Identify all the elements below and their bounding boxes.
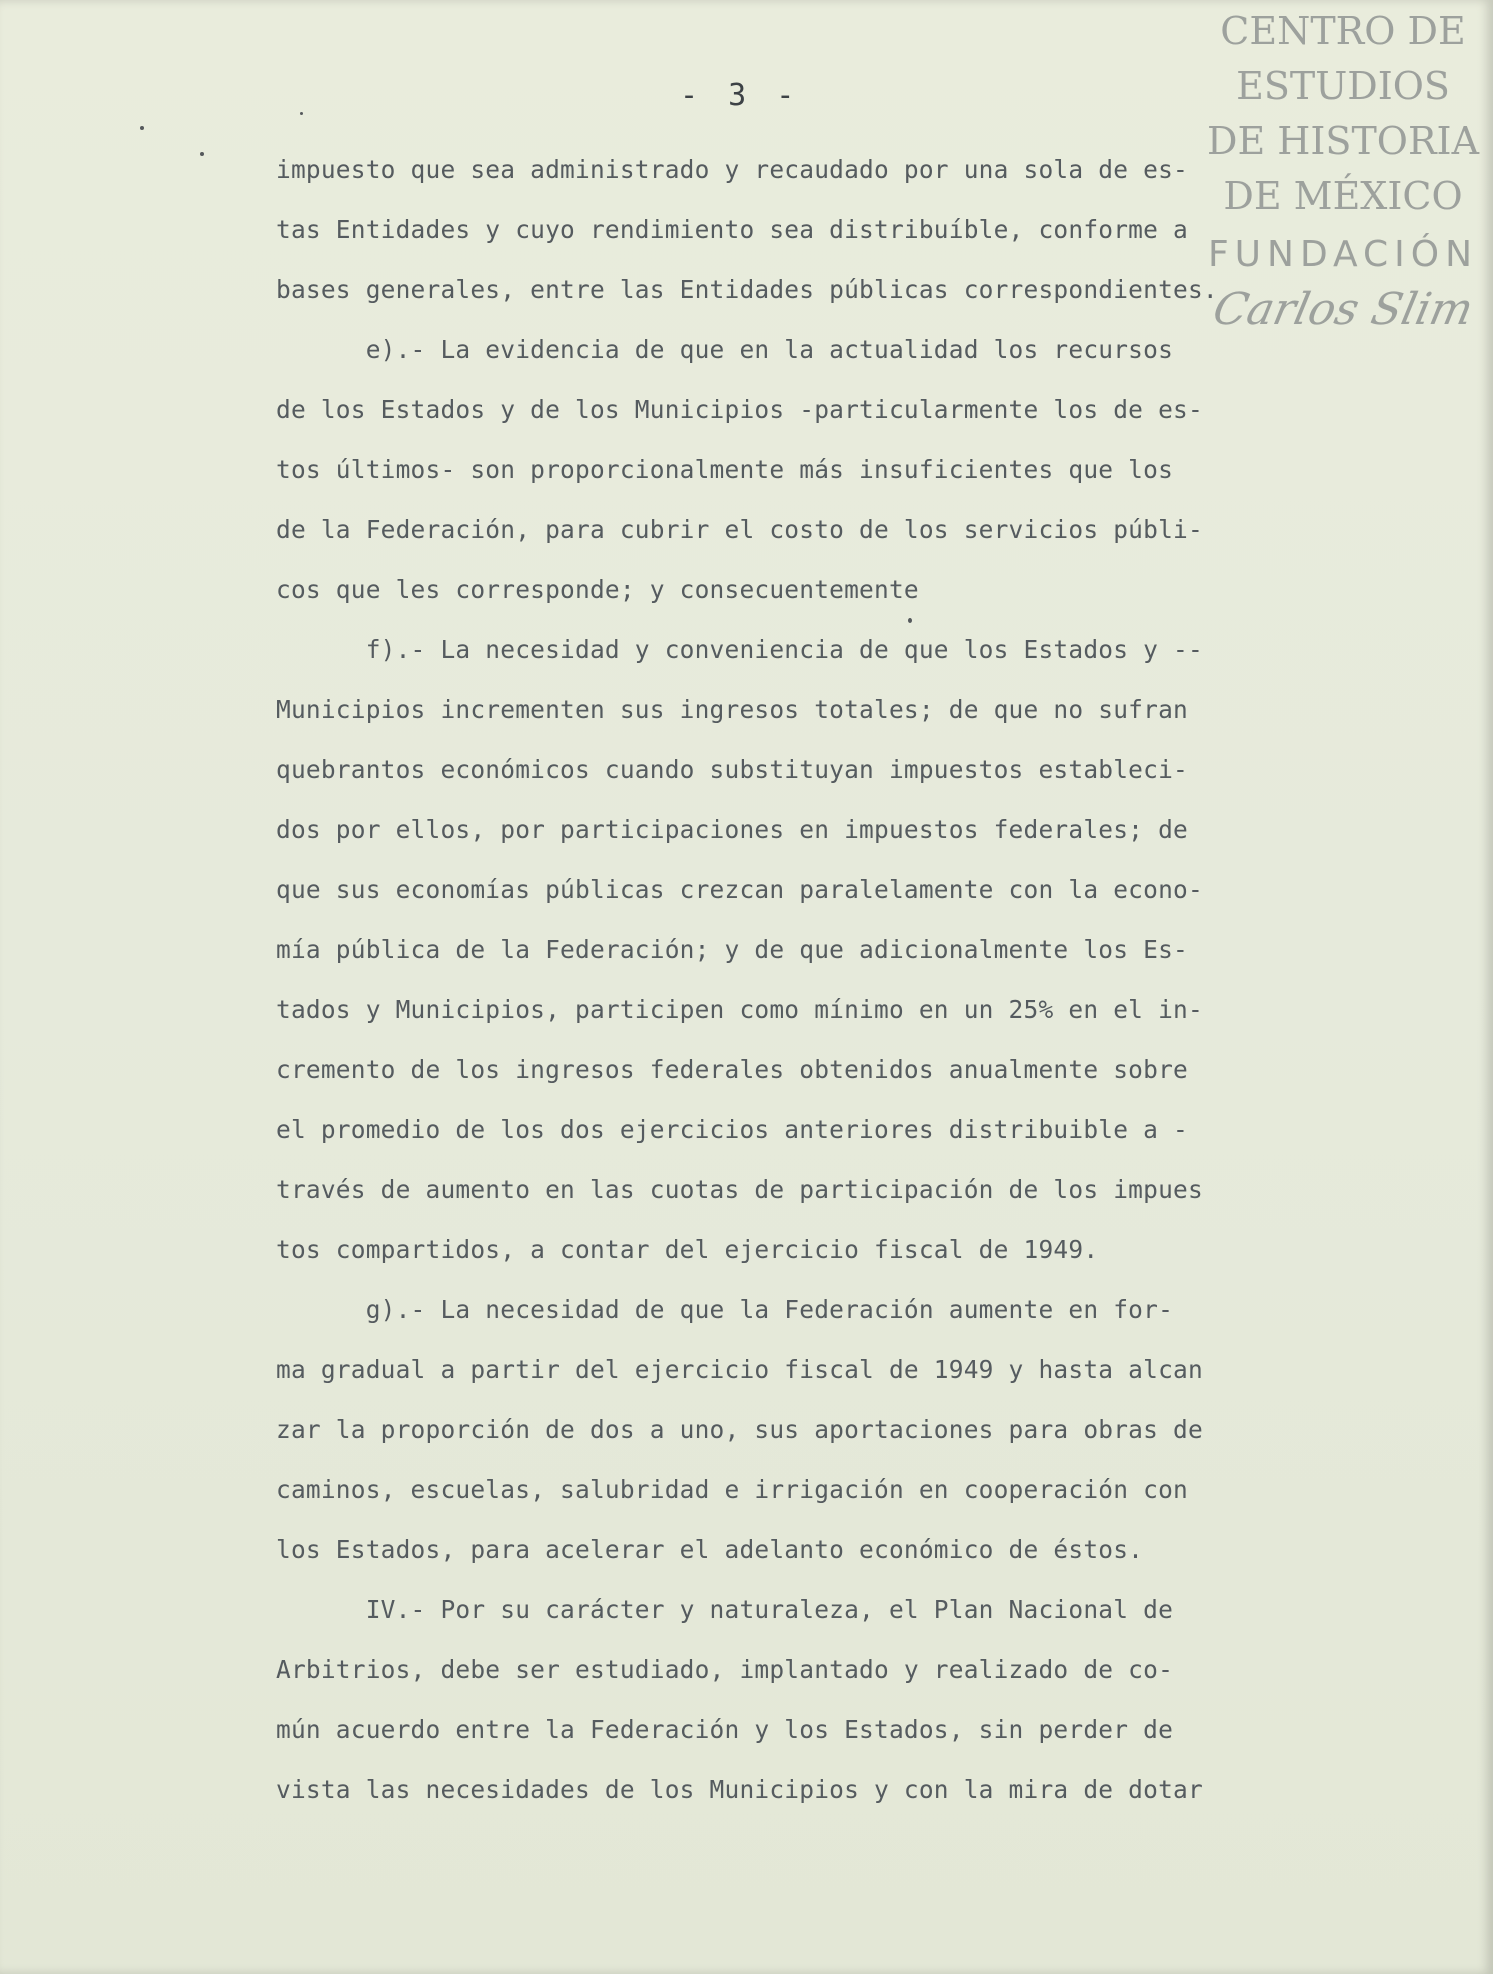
text-line: tos últimos- son proporcionalmente más insuficientes que los — [276, 455, 1174, 484]
ink-speck — [300, 112, 303, 115]
text-line: g).- La necesidad de que la Federación aumente en for- — [276, 1295, 1174, 1324]
text-line: mún acuerdo entre la Federación y los Estados, sin perder de — [276, 1715, 1174, 1744]
page-number: - 3 - — [680, 78, 801, 113]
text-line: caminos, escuelas, salubridad e irrigación en cooperación con — [276, 1475, 1188, 1504]
text-line: IV.- Por su carácter y naturaleza, el Plan Nacional de — [276, 1595, 1174, 1624]
text-line: tados y Municipios, participen como mínimo en un 25% en el in- — [276, 995, 1203, 1024]
watermark-signature: Carlos Slim — [1208, 284, 1478, 335]
text-line: ma gradual a partir del ejercicio fiscal de 1949 y hasta alcan — [276, 1355, 1203, 1384]
watermark-line-2: ESTUDIOS — [1236, 64, 1450, 108]
watermark-foundation: FUNDACIÓN — [1207, 234, 1479, 275]
text-line: cremento de los ingresos federales obtenidos anualmente sobre — [276, 1055, 1188, 1084]
text-line: tas Entidades y cuyo rendimiento sea distribuíble, conforme a — [276, 215, 1188, 244]
text-line: de la Federación, para cubrir el costo de los servicios públi- — [276, 515, 1203, 544]
watermark-line-3: DE HISTORIA — [1206, 119, 1480, 163]
text-line: Arbitrios, debe ser estudiado, implantado y realizado de co- — [276, 1655, 1174, 1684]
watermark-line-4: DE MÉXICO — [1223, 174, 1463, 218]
ink-speck — [140, 126, 144, 130]
typewritten-body — [276, 140, 1386, 1820]
text-line: cos que les corresponde; y consecuentemente — [276, 575, 919, 604]
text-line: bases generales, entre las Entidades públicas correspondientes. — [276, 275, 1218, 304]
text-line: dos por ellos, por participaciones en impuestos federales; de — [276, 815, 1188, 844]
text-line: e).- La evidencia de que en la actualidad los recursos — [276, 335, 1174, 364]
text-line: vista las necesidades de los Municipios y con la mira de dotar — [276, 1775, 1203, 1804]
text-line: que sus economías públicas crezcan paralelamente con la econo- — [276, 875, 1203, 904]
text-line: Municipios incrementen sus ingresos totales; de que no sufran — [276, 695, 1188, 724]
text-line: tos compartidos, a contar del ejercicio fiscal de 1949. — [276, 1235, 1099, 1264]
text-line: quebrantos económicos cuando substituyan impuestos estableci- — [276, 755, 1188, 784]
text-line: los Estados, para acelerar el adelanto económico de éstos. — [276, 1535, 1144, 1564]
text-line: el promedio de los dos ejercicios anteriores distribuible a - — [276, 1115, 1188, 1144]
text-line: impuesto que sea administrado y recaudado por una sola de es- — [276, 155, 1188, 184]
text-line: mía pública de la Federación; y de que adicionalmente los Es- — [276, 935, 1188, 964]
text-line: través de aumento en las cuotas de participación de los impues — [276, 1175, 1203, 1204]
text-line: de los Estados y de los Municipios -particularmente los de es- — [276, 395, 1203, 424]
watermark-line-1: CENTRO DE — [1220, 9, 1466, 53]
ink-speck — [200, 152, 204, 156]
text-line: f).- La necesidad y conveniencia de que los Estados y -- — [276, 635, 1203, 664]
text-line: zar la proporción de dos a uno, sus aportaciones para obras de — [276, 1415, 1203, 1444]
